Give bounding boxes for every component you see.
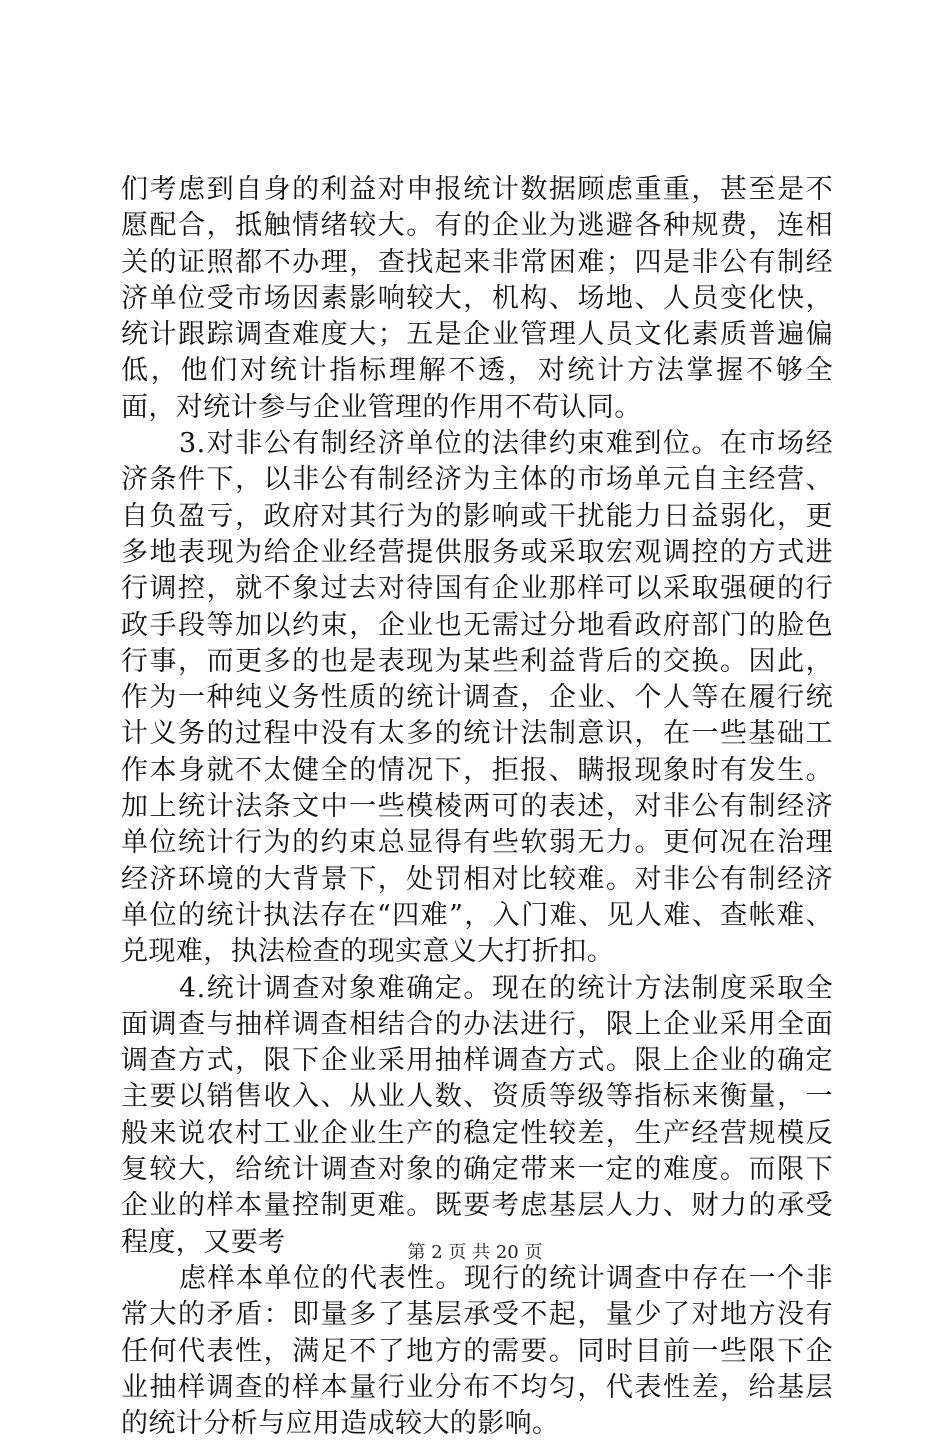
- paragraph-continuation: 们考虑到自身的利益对申报统计数据顾虑重重，甚至是不愿配合，抵触情绪较大。有的企业为逃避各种规费，连相关的证照都不办理，查找起来非常困难；四是非公有制经济单位受市场因素影响较大，机构、场地、人员变化快，统计跟踪调查难度大；五是企业管理人员文化素质普遍偏低，他们对统计指标理解不透，对统计方法掌握不够全面，对统计参与企业管理的作用不苟认同。: [121, 174, 833, 423]
- paragraph-item-3: 3.对非公有制经济单位的法律约束难到位。在市场经济条件下，以非公有制经济为主体的市场单元自主经营、自负盈亏，政府对其行为的影响或干扰能力日益弱化，更多地表现为给企业经营提供服务或采取宏观调控的方式进行调控，就不象过去对待国有企业那样可以采取强硬的行政手段等加以约束，企业也无需过分地看政府部门的脸色行事，而更多的也是表现为某些利益背后的交换。因此，作为一种纯义务性质的统计调查，企业、个人等在履行统计义务的过程中没有太多的统计法制意识，在一些基础工作本身就不太健全的情况下，拒报、瞒报现象时有发生。加上统计法条文中一些模棱两可的表述，对非公有制经济单位统计行为的约束总显得有些软弱无力。更何况在治理经济环境的大背景下，处罚相对比较难。对非公有制经济单位的统计执法存在“四难”，入门难、见人难、查帐难、兑现难，执法检查的现实意义大打折扣。: [121, 428, 833, 968]
- paragraph-item-4: 4.统计调查对象难确定。现在的统计方法制度采取全面调查与抽样调查相结合的办法进行，限上企业采用全面调查方式，限下企业采用抽样调查方式。限上企业的确定主要以销售收入、从业人数、资质等级等指标来衡量，一般来说农村工业企业生产的稳定性较差，生产经营规模反复较大，给统计调查对象的确定带来一定的难度。而限下企业的样本量控制更难。既要考虑基层人力、财力的承受程度，又要考: [121, 972, 833, 1258]
- page-footer: 第 2 页 共 20 页: [407, 1242, 543, 1263]
- paragraph-item-4-continued: 虑样本单位的代表性。现行的统计调查中存在一个非常大的矛盾：即量多了基层承受不起，量少了对地方没有任何代表性，满足不了地方的需要。同时目前一些限下企业抽样调查的样本量行业分布不均匀，代表性差，给基层的统计分析与应用造成较大的影响。: [121, 1262, 833, 1440]
